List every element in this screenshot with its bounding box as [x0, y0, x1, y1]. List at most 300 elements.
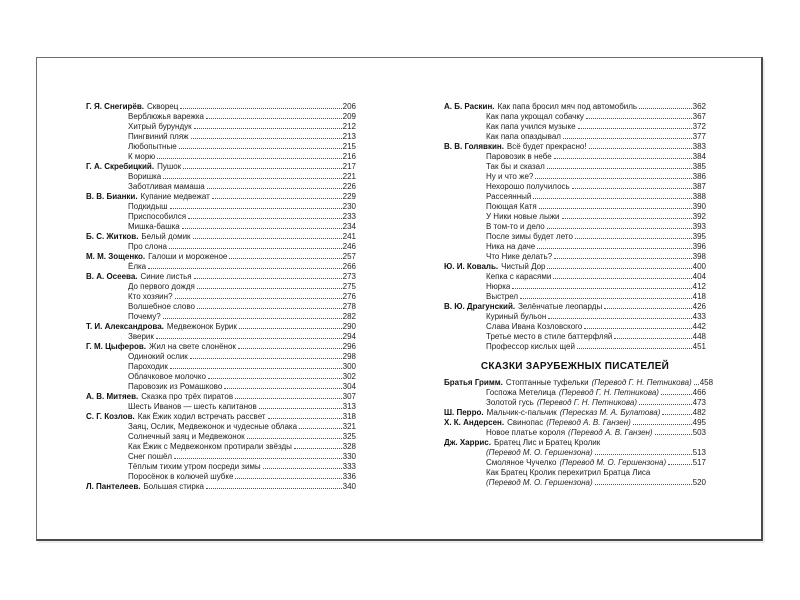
- toc-title: Ёлка: [128, 262, 147, 271]
- toc-entry: [444, 122, 706, 132]
- toc-translation-note: (Перевод М. О. Гершензона): [486, 448, 593, 457]
- toc-entry: [86, 482, 356, 492]
- dot-leader: [193, 238, 342, 239]
- toc-page-number: 418: [692, 292, 706, 301]
- dot-leader: [188, 218, 342, 219]
- dot-leader: [157, 158, 341, 159]
- dot-leader: [208, 378, 342, 379]
- toc-page-number: 393: [692, 222, 706, 231]
- dot-leader: [655, 434, 692, 435]
- toc-page-number: 495: [692, 418, 706, 427]
- toc-entry: [444, 438, 706, 448]
- toc-page-number: 404: [692, 272, 706, 281]
- toc-title: Почему?: [128, 312, 161, 321]
- toc-entry: [86, 202, 356, 212]
- dot-leader: [575, 238, 692, 239]
- toc-title: Воришка: [128, 172, 162, 181]
- toc-author: В. Ю. Драгунский.: [444, 302, 516, 311]
- dot-leader: [604, 308, 691, 309]
- toc-title: Зверик: [128, 332, 154, 341]
- toc-title: Как Ёжик с Медвежонком протирали звёзды: [128, 442, 292, 451]
- dot-leader: [207, 188, 342, 189]
- toc-title: Подкидыш: [128, 202, 168, 211]
- toc-entry: [444, 112, 706, 122]
- toc-entry: [86, 102, 356, 112]
- toc-author: А. Б. Раскин.: [444, 102, 495, 111]
- toc-page-number: 276: [342, 292, 356, 301]
- dot-leader: [224, 388, 341, 389]
- dot-leader: [562, 218, 692, 219]
- dot-leader: [662, 414, 691, 415]
- toc-title: Купание медвежат: [140, 192, 210, 201]
- toc-author: Л. Пантелеев.: [86, 482, 141, 491]
- dot-leader: [633, 424, 692, 425]
- dot-leader: [547, 268, 691, 269]
- toc-title: Пингвиний пляж: [128, 132, 189, 141]
- toc-page-number: 206: [342, 102, 356, 111]
- toc-title: Шесть Иванов — шесть капитанов: [128, 402, 257, 411]
- toc-entry: [86, 362, 356, 372]
- toc-translation-note: (Перевод М. О. Гершензона): [486, 478, 593, 487]
- toc-entry: [444, 332, 706, 342]
- dot-leader: [180, 108, 341, 109]
- toc-title: Мишка-башка: [128, 222, 180, 231]
- dot-leader: [170, 368, 342, 369]
- toc-title: Новое платье короля: [486, 428, 566, 437]
- toc-page-number: 290: [342, 322, 356, 331]
- toc-entry: [86, 392, 356, 402]
- toc-page-number: 328: [342, 442, 356, 451]
- toc-entry: [86, 142, 356, 152]
- toc-page-number: 257: [342, 252, 356, 261]
- toc-page-number: 451: [692, 342, 706, 351]
- toc-page-number: 234: [342, 222, 356, 231]
- toc-title: Поросёнок в колючей шубке: [128, 472, 234, 481]
- toc-entry: [86, 262, 356, 272]
- dot-leader: [554, 258, 691, 259]
- toc-page-number: 336: [342, 472, 356, 481]
- toc-page-number: 304: [342, 382, 356, 391]
- toc-page-number: 392: [692, 212, 706, 221]
- dot-leader: [174, 458, 342, 459]
- dot-leader: [577, 348, 692, 349]
- toc-entry: [86, 242, 356, 252]
- toc-entry: [444, 458, 706, 468]
- toc-page-number: 229: [342, 192, 356, 201]
- dot-leader: [206, 488, 342, 489]
- toc-title: Паровозик в небе: [486, 152, 552, 161]
- toc-translation-note: (Перевод М. О. Гершензона): [559, 458, 667, 467]
- toc-page-number: 458: [699, 378, 714, 387]
- toc-title: Профессор кислых щей: [486, 342, 575, 351]
- toc-title: Пушок: [157, 162, 182, 171]
- toc-title: Заботливая мамаша: [128, 182, 205, 191]
- toc-title: Нюрка: [486, 282, 511, 291]
- toc-author: Г. М. Цыферов.: [86, 342, 147, 351]
- toc-entry: [86, 472, 356, 482]
- dot-leader: [535, 178, 691, 179]
- toc-entry: [86, 112, 356, 122]
- dot-leader: [163, 318, 342, 319]
- toc-title: До первого дождя: [128, 282, 195, 291]
- toc-title: Тёплым тихим утром посреди зимы: [128, 462, 261, 471]
- toc-entry: [86, 162, 356, 172]
- toc-entry: [444, 262, 706, 272]
- toc-page-number: 442: [692, 322, 706, 331]
- toc-page-number: 473: [692, 398, 706, 407]
- toc-page-number: 216: [342, 152, 356, 161]
- toc-entry: [444, 418, 706, 428]
- toc-page-number: 390: [692, 202, 706, 211]
- toc-author: В. А. Осеева.: [86, 272, 138, 281]
- toc-page-number: 388: [692, 192, 706, 201]
- dot-leader: [238, 348, 342, 349]
- toc-author: Г. Я. Снегирёв.: [86, 102, 144, 111]
- toc-page-number: 209: [342, 112, 356, 121]
- toc-entry: [86, 352, 356, 362]
- toc-entry: [444, 252, 706, 262]
- toc-title: Как папа опаздывал: [486, 132, 561, 141]
- toc-page-number: 433: [692, 312, 706, 321]
- toc-page-number: 396: [692, 242, 706, 251]
- toc-page-number: 385: [692, 162, 706, 171]
- toc-page-number: 395: [692, 232, 706, 241]
- toc-title: У Ники новые лыжи: [486, 212, 560, 221]
- toc-entry: [86, 402, 356, 412]
- toc-title: Скворец: [146, 102, 179, 111]
- toc-title: Как папа бросил мяч под автомобиль: [497, 102, 638, 111]
- toc-entry: [444, 222, 706, 232]
- book-page: [36, 57, 763, 541]
- toc-page-number: 367: [692, 112, 706, 121]
- toc-title: Приспособился: [128, 212, 187, 221]
- toc-entry: [444, 152, 706, 162]
- toc-title: Снег пошёл: [128, 452, 173, 461]
- toc-page-number: 377: [692, 132, 706, 141]
- toc-entry: [86, 192, 356, 202]
- toc-entry: [444, 378, 714, 388]
- toc-page-number: 517: [692, 458, 706, 467]
- dot-leader: [194, 278, 342, 279]
- toc-title: Жил на свете слонёнок: [149, 342, 236, 351]
- toc-author: В. В. Голявкин.: [444, 142, 504, 151]
- toc-title: Всё будет прекрасно!: [506, 142, 587, 151]
- toc-page-number: 400: [692, 262, 706, 271]
- toc-author: Ш. Перро.: [444, 408, 484, 417]
- dot-leader: [163, 178, 341, 179]
- toc-title: Солнечный заяц и Медвежонок: [128, 432, 245, 441]
- toc-title: Братец Лис и Братец Кролик: [493, 438, 601, 447]
- toc-page-number: 398: [692, 252, 706, 261]
- toc-title: Выстрел: [486, 292, 519, 301]
- toc-title: Стоптанные туфельки: [505, 378, 589, 387]
- toc-entry: [86, 232, 356, 242]
- toc-author: Братья Гримм.: [444, 378, 503, 387]
- toc-title: Заяц, Ослик, Медвежонок и чудесные облака: [128, 422, 298, 431]
- toc-page-number: 230: [342, 202, 356, 211]
- toc-page-number: 217: [342, 162, 356, 171]
- toc-title: Верблюжья варежка: [128, 112, 205, 121]
- toc-entry: [86, 372, 356, 382]
- toc-page-number: 302: [342, 372, 356, 381]
- toc-entry: [444, 242, 706, 252]
- toc-entry: [444, 172, 706, 182]
- dot-leader: [554, 158, 692, 159]
- toc-title: Что Нике делать?: [486, 252, 553, 261]
- toc-author: Дж. Харрис.: [444, 438, 491, 447]
- toc-entry: [444, 142, 706, 152]
- dot-leader: [548, 318, 691, 319]
- toc-page-number: 318: [342, 412, 356, 421]
- toc-title: Мальчик-с-пальчик: [486, 408, 557, 417]
- dot-leader: [586, 118, 692, 119]
- toc-page-number: 307: [342, 392, 356, 401]
- toc-entry: [444, 428, 706, 438]
- toc-entry: [444, 342, 706, 352]
- dot-leader: [156, 338, 342, 339]
- dot-leader: [170, 208, 342, 209]
- dot-leader: [299, 428, 342, 429]
- dot-leader: [661, 394, 692, 395]
- toc-entry: [444, 192, 706, 202]
- toc-page-number: 333: [342, 462, 356, 471]
- dot-leader: [263, 468, 342, 469]
- dot-leader: [194, 128, 342, 129]
- toc-page-number: 387: [692, 182, 706, 191]
- dot-leader: [212, 198, 342, 199]
- dot-leader: [589, 148, 692, 149]
- toc-page-number: 275: [342, 282, 356, 291]
- toc-entry: [86, 302, 356, 312]
- toc-columns: [37, 58, 761, 492]
- toc-entry: [86, 182, 356, 192]
- toc-title: Нехорошо получилось: [486, 182, 570, 191]
- dot-leader: [175, 298, 342, 299]
- toc-title: Кепка с карасями: [486, 272, 552, 281]
- toc-page-number: 278: [342, 302, 356, 311]
- dot-leader: [148, 268, 342, 269]
- toc-title: Свинопас: [507, 418, 544, 427]
- toc-title: Медвежонок Бурик: [166, 322, 237, 331]
- toc-entry: [86, 432, 356, 442]
- dot-leader: [239, 328, 342, 329]
- toc-page-number: 520: [692, 478, 706, 487]
- toc-page-number: 298: [342, 352, 356, 361]
- toc-title: После зимы будет лето: [486, 232, 573, 241]
- toc-title: Большая стирка: [143, 482, 204, 491]
- toc-translation-note: (Пересказ М. А. Булатова): [559, 408, 661, 417]
- dot-leader: [247, 438, 342, 439]
- dot-leader: [229, 258, 341, 259]
- toc-title: Любопытные: [128, 142, 177, 151]
- toc-title: Как Братец Кролик перехитрил Братца Лиса: [486, 468, 651, 477]
- toc-entry: [444, 312, 706, 322]
- toc-entry: [444, 282, 706, 292]
- toc-title: Слава Ивана Козловского: [486, 322, 583, 331]
- toc-translation-note: (Перевод Г. Н. Петникова): [591, 378, 692, 387]
- toc-entry: [86, 122, 356, 132]
- toc-title: Как папа укрощал собачку: [486, 112, 584, 121]
- toc-title: Зелёнчатые леопарды: [518, 302, 603, 311]
- toc-author: Ю. И. Коваль.: [444, 262, 499, 271]
- toc-title: Ну и что же?: [486, 172, 534, 181]
- toc-entry: [86, 312, 356, 322]
- toc-entry: [444, 102, 706, 112]
- toc-entry: [86, 282, 356, 292]
- dot-leader: [639, 108, 692, 109]
- dot-leader: [539, 208, 692, 209]
- toc-page-number: 482: [692, 408, 706, 417]
- dot-leader: [512, 288, 691, 289]
- toc-page-number: 325: [342, 432, 356, 441]
- toc-page-number: 282: [342, 312, 356, 321]
- dot-leader: [595, 484, 692, 485]
- toc-page-number: 386: [692, 172, 706, 181]
- toc-page-number: 213: [342, 132, 356, 141]
- toc-entry: [444, 302, 706, 312]
- toc-title: К морю: [128, 152, 156, 161]
- toc-entry: [444, 468, 706, 478]
- toc-title: Сказка про трёх пиратов: [141, 392, 234, 401]
- toc-column-left: [86, 102, 356, 492]
- toc-entry: [86, 222, 356, 232]
- toc-page-number: 448: [692, 332, 706, 341]
- toc-title: Смоляное Чучелко: [486, 458, 557, 467]
- toc-page-number: 330: [342, 452, 356, 461]
- toc-entry: [444, 292, 706, 302]
- toc-entry: [444, 202, 706, 212]
- toc-page-number: 212: [342, 122, 356, 131]
- dot-leader: [520, 298, 692, 299]
- dot-leader: [563, 138, 692, 139]
- toc-title: Хитрый бурундук: [128, 122, 192, 131]
- toc-title: Про слона: [128, 242, 167, 251]
- toc-entry: [86, 212, 356, 222]
- toc-page-number: 362: [692, 102, 706, 111]
- dot-leader: [595, 454, 692, 455]
- toc-title: Как папа учился музыке: [486, 122, 576, 131]
- toc-author: Б. С. Житков.: [86, 232, 139, 241]
- toc-page-number: 221: [342, 172, 356, 181]
- dot-leader: [182, 228, 342, 229]
- toc-page-number: 226: [342, 182, 356, 191]
- toc-entry: [86, 322, 356, 332]
- toc-page-number: 372: [692, 122, 706, 131]
- toc-translation-note: (Перевод Г. Н. Петникова): [536, 398, 637, 407]
- dot-leader: [533, 198, 691, 199]
- dot-leader: [235, 478, 341, 479]
- toc-page-number: 466: [692, 388, 706, 397]
- toc-title: Третье место в стиле баттерфляй: [486, 332, 613, 341]
- dot-leader: [639, 404, 692, 405]
- toc-entry: [86, 152, 356, 162]
- toc-title: Чистый Дор: [501, 262, 546, 271]
- dot-leader: [584, 328, 691, 329]
- toc-page-number: 383: [692, 142, 706, 151]
- toc-entry: [444, 478, 706, 488]
- toc-title: Рассеянный: [486, 192, 532, 201]
- toc-entry: [86, 172, 356, 182]
- toc-page-number: 296: [342, 342, 356, 351]
- dot-leader: [553, 278, 691, 279]
- toc-entry: [86, 452, 356, 462]
- dot-leader: [547, 168, 692, 169]
- toc-title: Ника на даче: [486, 242, 536, 251]
- toc-entry: [444, 322, 706, 332]
- toc-page-number: 412: [692, 282, 706, 291]
- toc-entry: [444, 408, 706, 418]
- toc-page-number: 266: [342, 262, 356, 271]
- dot-leader: [206, 118, 342, 119]
- toc-title: Волшебное слово: [128, 302, 195, 311]
- toc-author: Т. И. Александрова.: [86, 322, 164, 331]
- toc-entry: [444, 212, 706, 222]
- dot-leader: [179, 148, 342, 149]
- dot-leader: [614, 338, 691, 339]
- toc-page-number: 340: [342, 482, 356, 491]
- toc-page-number: 246: [342, 242, 356, 251]
- toc-author: С. Г. Козлов.: [86, 412, 135, 421]
- dot-leader: [259, 408, 342, 409]
- toc-page-number: 513: [692, 448, 706, 457]
- toc-title: Галоши и мороженое: [148, 252, 228, 261]
- toc-title: Паровозик из Ромашково: [128, 382, 223, 391]
- toc-title: Пароходик: [128, 362, 168, 371]
- dot-leader: [572, 188, 692, 189]
- toc-author: Х. К. Андерсен.: [444, 418, 505, 427]
- toc-entry: [444, 232, 706, 242]
- toc-entry: [444, 448, 706, 458]
- toc-page-number: 503: [692, 428, 706, 437]
- toc-author: М. М. Зощенко.: [86, 252, 146, 261]
- toc-entry: [86, 412, 356, 422]
- toc-author: Г. А. Скребицкий.: [86, 162, 155, 171]
- toc-page-number: 384: [692, 152, 706, 161]
- dot-leader: [190, 358, 342, 359]
- toc-title: Как Ёжик ходил встречать рассвет: [137, 412, 266, 421]
- dot-leader: [197, 288, 342, 289]
- dot-leader: [537, 248, 691, 249]
- dot-leader: [668, 464, 691, 465]
- toc-translation-note: (Перевод А. В. Ганзен): [546, 418, 631, 427]
- toc-title: Белый домик: [141, 232, 191, 241]
- toc-entry: [444, 388, 706, 398]
- toc-entry: [86, 382, 356, 392]
- toc-title: Кто хозяин?: [128, 292, 173, 301]
- toc-entry: [86, 272, 356, 282]
- toc-page-number: 273: [342, 272, 356, 281]
- toc-entry: [444, 398, 706, 408]
- toc-translation-note: (Перевод Г. Н. Петникова): [558, 388, 659, 397]
- toc-page-number: 233: [342, 212, 356, 221]
- toc-title: Госпожа Метелица: [486, 388, 556, 397]
- toc-entry: [444, 272, 706, 282]
- dot-leader: [547, 228, 692, 229]
- toc-entry: [444, 182, 706, 192]
- dot-leader: [183, 168, 341, 169]
- toc-title: Так бы и сказал: [486, 162, 545, 171]
- dot-leader: [268, 418, 342, 419]
- toc-translation-note: (Перевод А. В. Ганзен): [568, 428, 653, 437]
- toc-title: Поющая Катя: [486, 202, 537, 211]
- toc-entry: [86, 342, 356, 352]
- toc-column-right: [444, 102, 714, 492]
- toc-entry: [444, 132, 706, 142]
- dot-leader: [235, 398, 342, 399]
- toc-page-number: 241: [342, 232, 356, 241]
- toc-title: Одинокий ослик: [128, 352, 188, 361]
- toc-page-number: 321: [342, 422, 356, 431]
